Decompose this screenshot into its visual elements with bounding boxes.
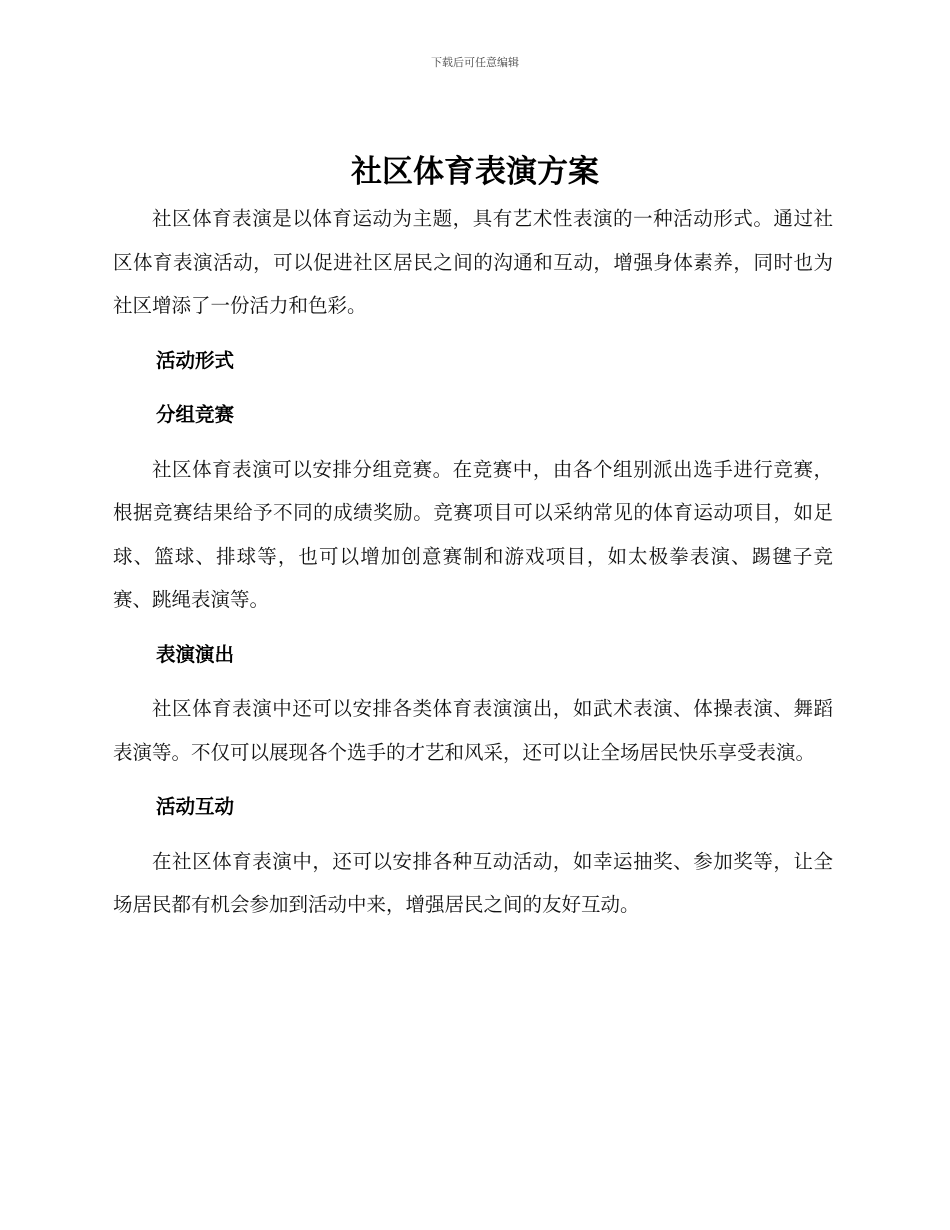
interaction-paragraph: 在社区体育表演中，还可以安排各种互动活动，如幸运抽奖、参加奖等，让全场居民都有机会参加到活动中来，增强居民之间的友好互动。 bbox=[113, 849, 833, 916]
section-heading-interaction: 活动互动 bbox=[156, 795, 235, 818]
spacer bbox=[113, 829, 833, 840]
page-header-note: 下载后可任意编辑 bbox=[431, 56, 519, 69]
section-heading-activity-form: 活动形式 bbox=[156, 348, 235, 372]
spacer bbox=[113, 382, 833, 393]
section-heading-group-competition: 分组竞赛 bbox=[156, 403, 235, 426]
spacer bbox=[113, 437, 833, 448]
intro-paragraph: 社区体育表演是以体育运动为主题，具有艺术性表演的一种活动形式。通过社区体育表演活动，可以促进社区居民之间的沟通和互动，增强身体素养，同时也为社区增添了一份活力和色彩。 bbox=[113, 207, 833, 317]
spacer bbox=[113, 622, 833, 633]
performance-paragraph: 社区体育表演中还可以安排各类体育表演演出，如武术表演、体操表演、舞蹈表演等。不仅可以展现各个选手的才艺和风采，还可以让全场居民快乐享受表演。 bbox=[113, 697, 833, 764]
spacer bbox=[113, 676, 833, 687]
document-title: 社区体育表演方案 bbox=[351, 154, 599, 190]
spacer bbox=[113, 774, 833, 785]
section-heading-performance: 表演演出 bbox=[156, 642, 235, 666]
document-body bbox=[113, 197, 833, 927]
group-competition-paragraph: 社区体育表演可以安排分组竞赛。在竞赛中，由各个组别派出选手进行竞赛，根据竞赛结果给予不同的成绩奖励。竞赛项目可以采纳常见的体育运动项目，如足球、篮球、排球等，也可以增加创意赛制和游戏项目，如太极拳表演、踢毽子竞赛、跳绳表演等。 bbox=[113, 457, 833, 611]
spacer bbox=[113, 328, 833, 339]
